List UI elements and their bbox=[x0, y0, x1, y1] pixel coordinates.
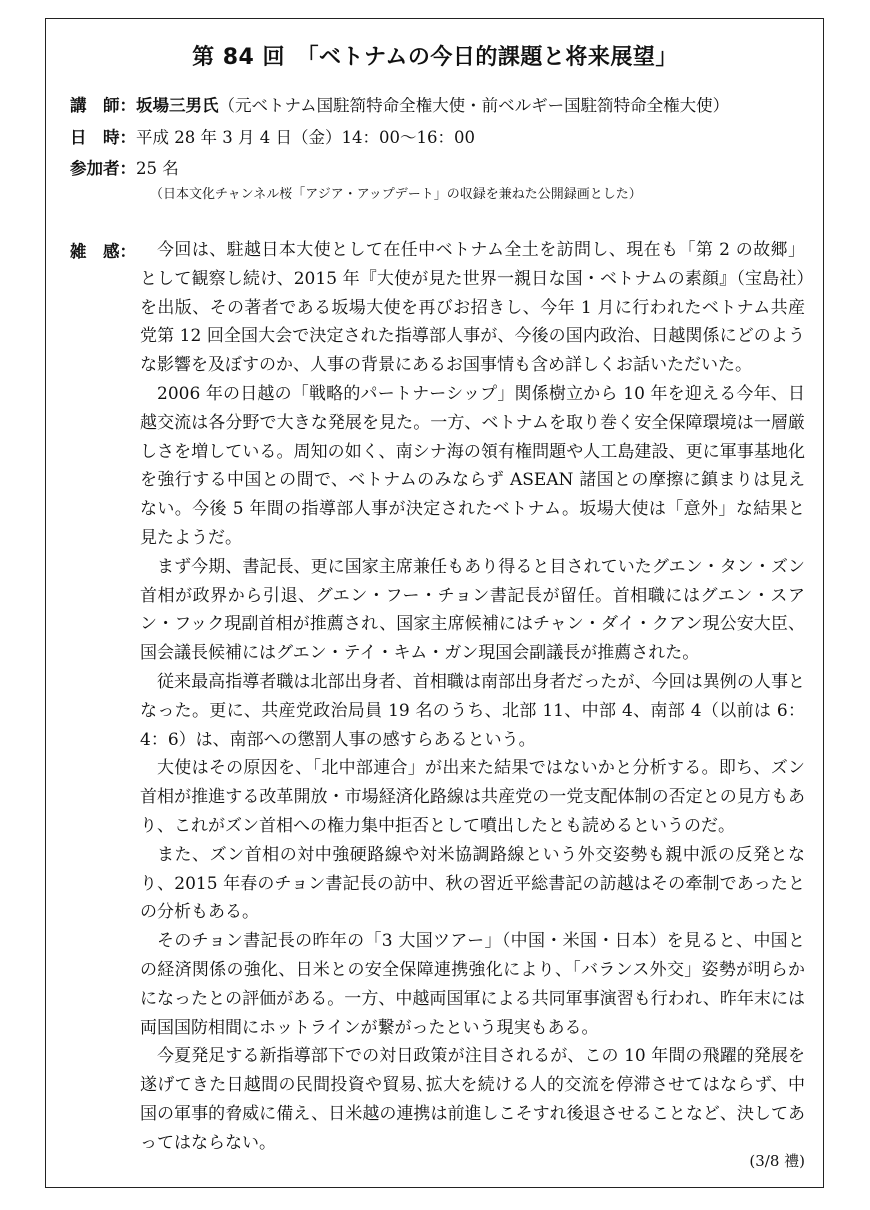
paragraph: 今夏発足する新指導部下での対日政策が注目されるが、この 10 年間の飛躍的発展を遂げてきた日越間の民間投資や貿易､拡大を続ける人的交流を停滞させてはならず、中国の軍事的脅威に備え、日米越の連携は前進しこそすれ後退させることなど、決してあってはならない。 bbox=[140, 1046, 805, 1153]
paragraph: そのチョン書記長の昨年の「3 大国ツアー」（中国・米国・日本）を見ると、中国との経済関係の強化、日米との安全保障連携強化により、「バランス外交」姿勢が明らかになったとの評価がある。一方、中越両国軍による共同軍事演習も行われ、昨年末には両国国防相間にホットラインが繋がったという現実もある。 bbox=[140, 931, 805, 1038]
participants-row bbox=[70, 155, 179, 179]
lecturer-row bbox=[70, 92, 729, 116]
datetime-row bbox=[70, 124, 475, 148]
datetime-label: 日 時： bbox=[70, 128, 136, 147]
lecturer-note: （元ベトナム国駐箚特命全権大使・前ベルギー国駐箚特命全権大使） bbox=[218, 96, 730, 115]
paragraph: 2006 年の日越の「戦略的パートナーシップ」関係樹立から 10 年を迎える今年、日越交流は各分野で大きな発展を見た。一方、ベトナムを取り巻く安全保障環境は一層厳しさを増している。周知の如く、南シナ海の領有権問題や人工島建設、更に軍事基地化を強行する中国との間で、ベトナムのみならず ASEAN 諸国との摩擦に鎮まりは見えない。今後 5 年間の指導部人事が決定されたベトナム。坂場大使は「意外」な結果と見たようだ。 bbox=[140, 383, 805, 548]
impressions-label: 雑 感： bbox=[70, 242, 136, 261]
impressions-body bbox=[140, 236, 805, 1158]
datetime-value: 平成 28 年 3 月 4 日（金）14：00〜16：00 bbox=[136, 128, 475, 147]
recording-note: （日本文化チャンネル桜「アジア・アップデート」の収録を兼ねた公開録画とした） bbox=[150, 187, 642, 202]
paragraph: また、ズン首相の対中強硬路線や対米協調路線という外交姿勢も親中派の反発となり、2015 年春のチョン書記長の訪中、秋の習近平総書記の訪越はその牽制であったとの分析もある。 bbox=[140, 844, 805, 923]
paragraph: 今回は、駐越日本大使として在任中ベトナム全土を訪問し、現在も「第 2 の故郷」として観察し続け、2015 年『大使が見た世界一親日な国・ベトナムの素顔』（宝島社）を出版、その著者である坂場大使を再びお招きし、今年 1 月に行われたベトナム共産党第 12 回全国大会で決定された指導部人事が、今後の国内政治、日越関係にどのような影響を及ぼすのか、人事の背景にあるお国事情も含め詳しくお話いただいた。 bbox=[140, 240, 805, 376]
page-title: 第 84 回 「ベトナムの今日的課題と将来展望」 bbox=[192, 45, 678, 70]
paragraph: まず今期、書記長、更に国家主席兼任もあり得ると目されていたグエン・タン・ズン首相が政界から引退、グエン・フー・チョン書記長が留任。首相職にはグエン・スアン・フック現副首相が推薦され、国家主席候補にはチャン・ダイ・クアン現公安大臣、国会議長候補にはグエン・テイ・キム・ガン現国会副議長が推薦された。 bbox=[140, 556, 805, 664]
participants-value: 25 名 bbox=[136, 159, 179, 178]
paragraph: 大使はその原因を、「北中部連合」が出来た結果ではないかと分析する。即ち、ズン首相が推進する改革開放・市場経済化路線は共産党の一党支配体制の否定との見方もあり、これがズン首相への権力集中拒否として噴出したとも読めるというのだ。 bbox=[140, 758, 805, 836]
signature: (3/8 禮) bbox=[749, 1152, 805, 1170]
paragraph: 従来最高指導者職は北部出身者、首相職は南部出身者だったが、今回は異例の人事となった。更に、共産党政治局員 19 名のうち、北部 11、中部 4、南部 4（以前は 6：4：6）は、南部への懲罰人事の感すらあるという。 bbox=[140, 671, 805, 750]
participants-label: 参加者： bbox=[70, 159, 136, 178]
lecturer-name: 坂場三男氏 bbox=[136, 96, 219, 115]
lecturer-label: 講 師： bbox=[70, 96, 136, 115]
